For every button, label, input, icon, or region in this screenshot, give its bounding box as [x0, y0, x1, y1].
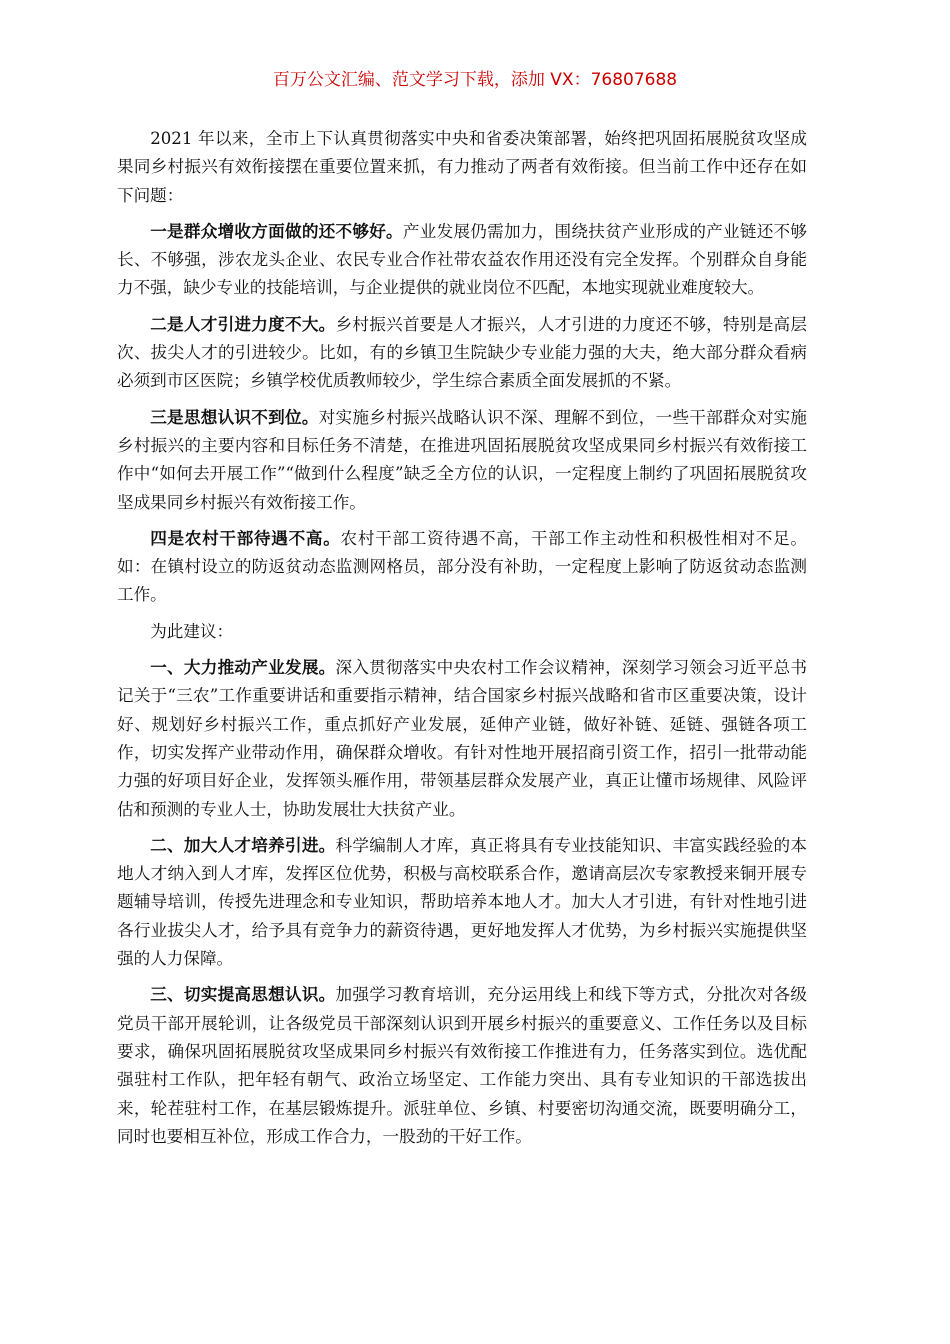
paragraph-lead: 三是思想认识不到位。	[150, 407, 319, 427]
paragraph-lead: 二、加大人才培养引进。	[150, 835, 336, 855]
paragraph-lead: 二是人才引进力度不大。	[150, 314, 336, 334]
paragraph-lead: 一是群众增收方面做的还不够好。	[150, 221, 403, 241]
paragraph	[117, 218, 807, 303]
paragraph-text: 深入贯彻落实中央农村工作会议精神，深刻学习领会习近平总书记关于“三农”工作重要讲话和重要指示精神，结合国家乡村振兴战略和省市区重要决策，设计好、规划好乡村振兴工作，重点抓好产业发展，延伸产业链，做好补链、延链、强链各项工作，切实发挥产业带动作用，确保群众增收。有针对性地开展招商引资工作，招引一批带动能力强的好项目好企业，发挥领头雁作用，带领基层群众发展产业，真正让懂市场规律、风险评估和预测的专业人士，协助发展壮大扶贫产业。	[117, 658, 807, 819]
paragraph	[117, 404, 807, 517]
paragraph	[117, 311, 807, 396]
paragraph	[117, 525, 807, 610]
paragraph-lead: 三、切实提高思想认识。	[150, 985, 336, 1005]
paragraph-text: 为此建议：	[150, 621, 234, 641]
paragraph	[117, 125, 807, 210]
paragraph-lead: 一、大力推动产业发展。	[150, 658, 336, 678]
document-body	[117, 125, 807, 1159]
paragraph	[117, 654, 807, 824]
paragraph-text: 对实施乡村振兴战略认识不深、理解不到位，一些干部群众对实施乡村振兴的主要内容和目标任务不清楚，在推进巩固拓展脱贫攻坚成果同乡村振兴有效衔接工作中“如何去开展工作”“做到什么程度”缺乏全方位的认识，一定程度上制约了巩固拓展脱贫攻坚成果同乡村振兴有效衔接工作。	[117, 407, 808, 512]
paragraph-text: 2021 年以来，全市上下认真贯彻落实中央和省委决策部署，始终把巩固拓展脱贫攻坚成果同乡村振兴有效衔接摆在重要位置来抓，有力推动了两者有效衔接。但当前工作中还存在如下问题：	[117, 129, 807, 205]
header-banner: 百万公文汇编、范文学习下载，添加 VX：76807688	[272, 70, 678, 90]
paragraph-text: 乡村振兴首要是人才振兴，人才引进的力度还不够，特别是高层次、拔尖人才的引进较少。比如，有的乡镇卫生院缺少专业能力强的大夫，绝大部分群众看病必须到市区医院；乡镇学校优质教师较少，学生综合素质全面发展抓的不紧。	[117, 314, 807, 391]
paragraph-text: 农村干部工资待遇不高，干部工作主动性和积极性相对不足。如：在镇村设立的防返贫动态监测网格员，部分没有补助，一定程度上影响了防返贫动态监测工作。	[117, 528, 808, 605]
paragraph-lead: 四是农村干部待遇不高。	[150, 528, 341, 548]
paragraph-text: 科学编制人才库，真正将具有专业技能知识、丰富实践经验的本地人才纳入到人才库，发挥区位优势，积极与高校联系合作，邀请高层次专家教授来铜开展专题辅导培训，传授先进理念和专业知识，帮助培养本地人才。加大人才引进，有针对性地引进各行业拔尖人才，给予具有竞争力的薪资待遇，更好地发挥人才优势，为乡村振兴实施提供坚强的人力保障。	[117, 835, 807, 969]
paragraph	[117, 618, 807, 646]
paragraph	[117, 832, 807, 973]
paragraph-text: 产业发展仍需加力，围绕扶贫产业形成的产业链还不够长、不够强，涉农龙头企业、农民专业合作社带农益农作用还没有完全发挥。个别群众自身能力不强，缺少专业的技能培训，与企业提供的就业岗位不匹配，本地实现就业难度较大。	[117, 221, 807, 298]
paragraph	[117, 981, 807, 1151]
paragraph-text: 加强学习教育培训，充分运用线上和线下等方式，分批次对各级党员干部开展轮训，让各级党员干部深刻认识到开展乡村振兴的重要意义、工作任务以及目标要求，确保巩固拓展脱贫攻坚成果同乡村振兴有效衔接工作推进有力，任务落实到位。选优配强驻村工作队，把年轻有朝气、政治立场坚定、工作能力突出、具有专业知识的干部选拔出来，轮茬驻村工作，在基层锻炼提升。派驻单位、乡镇、村要密切沟通交流，既要明确分工，同时也要相互补位，形成工作合力，一股劲的干好工作。	[117, 985, 807, 1146]
